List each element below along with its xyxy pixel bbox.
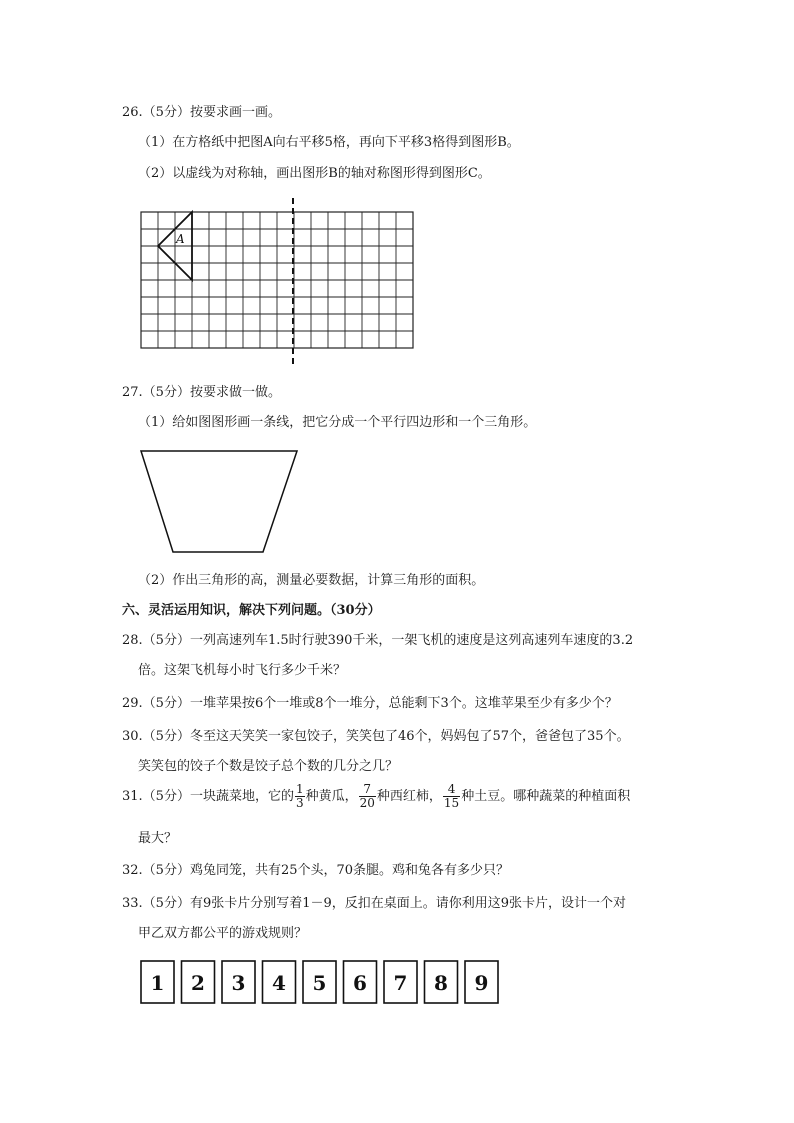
card-number: 2 bbox=[191, 971, 205, 995]
number-card bbox=[182, 961, 215, 1003]
number-card bbox=[425, 961, 458, 1003]
q27-part2: （2）作出三角形的高，测量必要数据，计算三角形的面积。 bbox=[138, 573, 485, 588]
fraction-numerator: 4 bbox=[443, 783, 460, 797]
fraction-four-fifteenths bbox=[443, 783, 460, 810]
q26-title: 26.（5分）按要求画一画。 bbox=[122, 105, 281, 120]
q32-line1: 32.（5分）鸡兔同笼，共有25个头，70条腿。鸡和兔各有多少只？ bbox=[122, 863, 510, 878]
number-cards bbox=[141, 961, 498, 1003]
card-number: 5 bbox=[312, 971, 327, 995]
fraction-denominator: 20 bbox=[359, 796, 375, 810]
q29-line1: 29.（5分）一堆苹果按6个一堆或8个一堆分，总能剩下3个。这堆苹果至少有多少个？ bbox=[122, 696, 618, 711]
number-card bbox=[263, 961, 296, 1003]
q31-text-cucumber: 种黄瓜， bbox=[305, 789, 358, 804]
section-6-title: 六、灵活运用知识，解决下列问题。（30分） bbox=[122, 603, 381, 618]
q33-line1: 33.（5分）有9张卡片分别写着1－9，反扣在桌面上。请你利用这9张卡片，设计一个对 bbox=[122, 896, 627, 911]
q33-line2: 甲乙双方都公平的游戏规则？ bbox=[138, 926, 308, 941]
q30-line1: 30.（5分）冬至这天笑笑一家包饺子，笑笑包了46个，妈妈包了57个，爸爸包了35个。 bbox=[122, 729, 630, 744]
fraction-numerator: 1 bbox=[295, 782, 304, 796]
q28-line1: 28.（5分）一列高速列车1.5时行驶390千米，一架飞机的速度是这列高速列车速度的3.2 bbox=[122, 633, 634, 648]
fraction-denominator: 15 bbox=[443, 796, 460, 810]
fraction-denominator: 3 bbox=[295, 796, 304, 810]
trapezoid-figure bbox=[141, 451, 297, 552]
fraction-seven-twentieths bbox=[359, 783, 376, 810]
number-card bbox=[465, 961, 498, 1003]
q28-line2: 倍。这架飞机每小时飞行多少千米？ bbox=[138, 663, 347, 678]
q31-line1 bbox=[122, 782, 630, 812]
q26-part1: （1）在方格纸中把图A向右平移5格，再向下平移3格得到图形B。 bbox=[138, 135, 520, 150]
number-card bbox=[141, 961, 174, 1003]
number-card bbox=[344, 961, 377, 1003]
card-number: 6 bbox=[353, 971, 367, 995]
figure-a-label: A bbox=[176, 232, 185, 246]
card-number: 4 bbox=[272, 971, 286, 995]
fraction-one-third bbox=[295, 783, 305, 810]
q31-text-potato: 种土豆。哪种蔬菜的种植面积 bbox=[461, 789, 631, 804]
q31-prefix: 31.（5分）一块蔬菜地，它的 bbox=[122, 789, 294, 804]
card-number: 8 bbox=[434, 971, 448, 995]
q26-part2: （2）以虚线为对称轴，画出图形B的轴对称图形得到图形C。 bbox=[138, 166, 491, 181]
card-number: 1 bbox=[150, 971, 165, 995]
number-card bbox=[303, 961, 336, 1003]
number-card bbox=[222, 961, 255, 1003]
card-number: 9 bbox=[474, 971, 489, 995]
q27-part1: （1）给如图图形画一条线，把它分成一个平行四边形和一个三角形。 bbox=[138, 415, 537, 430]
card-number: 3 bbox=[231, 971, 246, 995]
q30-line2: 笑笑包的饺子个数是饺子总个数的几分之几？ bbox=[138, 759, 399, 774]
fraction-numerator: 7 bbox=[359, 783, 376, 797]
q27-title: 27.（5分）按要求做一做。 bbox=[122, 385, 281, 400]
q31-line2: 最大？ bbox=[138, 831, 178, 846]
number-card bbox=[384, 961, 417, 1003]
q31-text-tomato: 种西红柿， bbox=[376, 789, 442, 804]
card-number: 7 bbox=[393, 971, 408, 995]
